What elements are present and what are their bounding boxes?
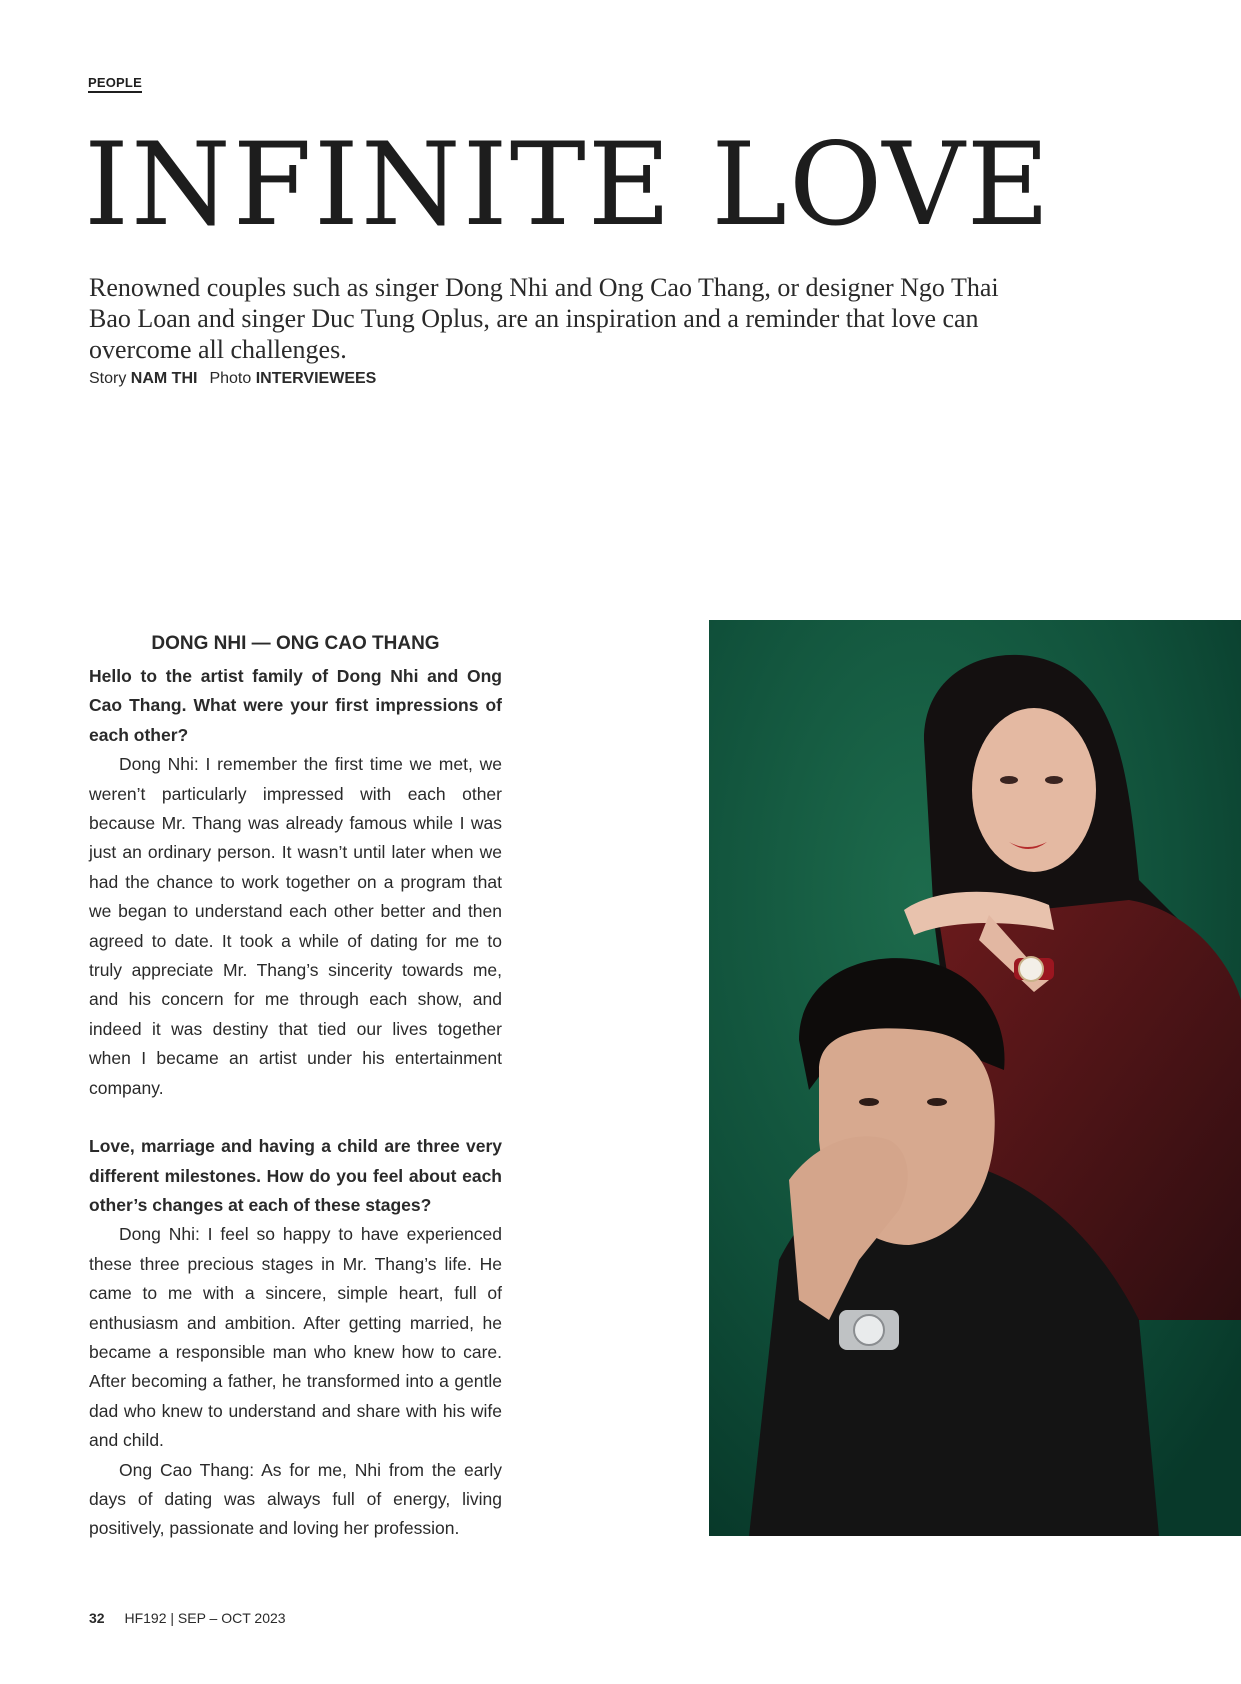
article-body [89, 630, 502, 1544]
story-author: NAM THI [130, 370, 198, 387]
article-headline: INFINITE LOVE [84, 118, 1052, 251]
couple-photo [709, 620, 1241, 1536]
issue-info: HF192 | SEP – OCT 2023 [124, 1610, 286, 1626]
answer-1: Dong Nhi: I remember the first time we met, we weren’t particularly impressed with each other because Mr. Thang was already famous while I was just an ordinary person. It wasn’t until later when we had the chance to work together on a program that we began to understand each other better and then agreed to date. It took a while of dating for me to truly appreciate Mr. Thang’s sincerity towards me, and his concern for me through each show, and indeed it was destiny that tied our lives together when I became an artist under his entertainment company. [89, 754, 502, 1098]
page-footer [89, 1610, 286, 1626]
page-number: 32 [89, 1610, 105, 1626]
question-1: Hello to the artist family of Dong Nhi and Ong Cao Thang. What were your first impressions of each other? [89, 666, 502, 745]
photo-credit: INTERVIEWEES [255, 370, 377, 387]
article-credits [89, 370, 376, 388]
couple-heading: DONG NHI — ONG CAO THANG [151, 633, 440, 654]
question-2: Love, marriage and having a child are three very different milestones. How do you feel about each other’s changes at each of these stages? [89, 1136, 502, 1215]
article-standfirst: Renowned couples such as singer Dong Nhi and Ong Cao Thang, or designer Ngo Thai Bao Loan and singer Duc Tung Oplus, are an inspiration and a reminder that love can overcome all challenges. [89, 273, 999, 364]
story-label: Story [89, 370, 127, 387]
answer-3: Ong Cao Thang: As for me, Nhi from the early days of dating was always full of energy, living positively, passionate and loving her profession. [89, 1459, 502, 1539]
photo-label: Photo [209, 370, 252, 387]
section-label: PEOPLE [88, 75, 142, 93]
answer-2: Dong Nhi: I feel so happy to have experienced these three precious stages in Mr. Thang’s life. He came to me with a sincere, simple heart, full of enthusiasm and ambition. After getting married, he became a responsible man who knew how to care. After becoming a father, he transformed into a gentle dad who knew to understand and share with his wife and child. [89, 1224, 502, 1451]
